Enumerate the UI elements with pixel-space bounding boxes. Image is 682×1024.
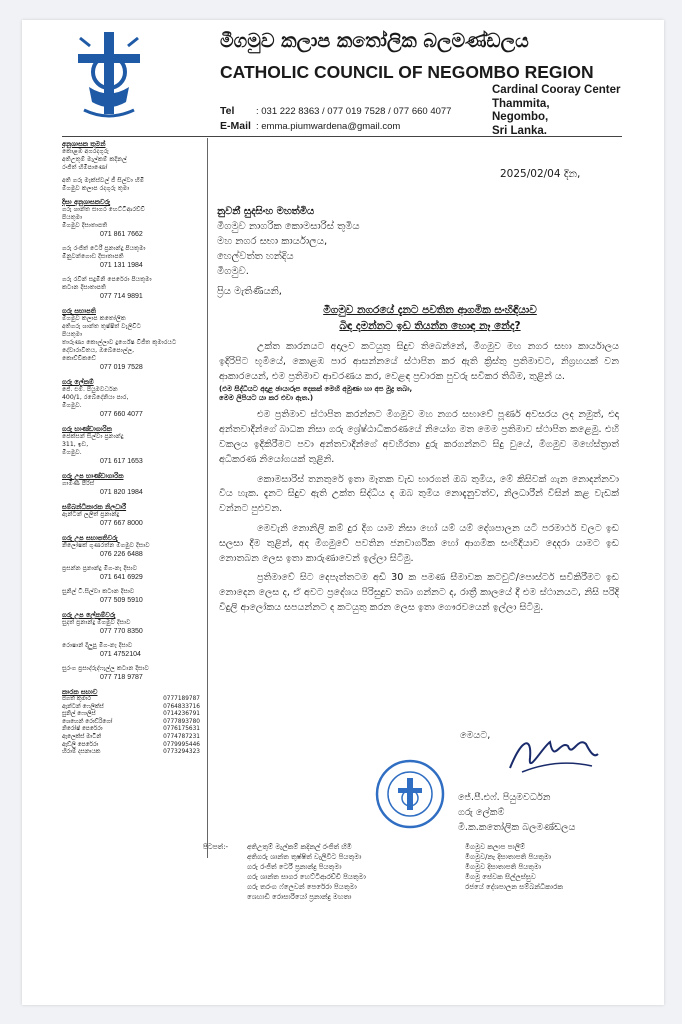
- official-line: මිනුවන්ගොඩ දිසාතාපති: [62, 253, 124, 260]
- subject-line: මීගමුව නගරයේ දැනට පවතින ආගමික සංහිඳියාව: [323, 304, 537, 316]
- official-phone: 071 617 1653: [100, 458, 143, 465]
- official-entry: [62, 177, 204, 193]
- official-line: තාරුණ්‍ය කොල්ලාව දුර්ගේෂ විජීත කුමාරයට: [62, 339, 177, 346]
- official-phone: 071 820 1984: [100, 489, 143, 496]
- official-section-title: ගරු උප ලේකම්වරු: [62, 611, 116, 619]
- committee-member: [62, 734, 204, 742]
- official-entry: [62, 665, 204, 683]
- council-title-english: CATHOLIC COUNCIL OF NEGOMBO REGION: [220, 62, 594, 82]
- official-entry: [62, 534, 204, 560]
- salutation: ප්‍රිය මැතිණියනි,: [217, 286, 282, 297]
- body-paragraph: උක්ත කාරනයට අදාලව කටයුතු සිදුව තිබෙන්නේ, මීගමුව මහ නගර සභා කාර්යාලය ඉදිරිපිට භූමියේ, කොළඹ පාර ආසන්නයේ ස්ථාපිත කර ඇති ක්‍රිස්තු ප්‍රතිමාවට, නිග්‍රහයක් වන ආකාරයෙන්, එම ප්‍රතිමාව ආවරණය කර, වෙළඳ ප්‍රචාරක පුවරු සවිකර තිබීම, තුළින් ය. (එම සිද්ධියට අදාළ ඡායාරූප දෙකක් මෙහි අමුණා හා අප මුද්‍ර තබා, මෙම ලිපියට යා කර එවා ඇත.): [219, 341, 619, 403]
- official-line: මීගමුව කලාප රදගුරු තුමා: [62, 185, 130, 192]
- copy-recipient: ශෙහාඩි රොසාරියෝ ප්‍රනාන්දු මහතා: [247, 893, 352, 901]
- official-line: ඇන්ටන් ලලිත් ප්‍රනාන්දු: [62, 511, 120, 518]
- copy-recipient: මීගමුව/නැ දිසාතාපති පියතුමා: [465, 853, 552, 861]
- official-line: සුනිල් ටී.සිල්වා කටාන දිසාව: [62, 588, 135, 595]
- official-line: මීගමුව කලාප කතෝලික: [62, 315, 126, 322]
- committee-member: [62, 726, 204, 734]
- email-label: E-Mail: [220, 120, 251, 132]
- official-line: අතිගරු ශාන්ත තුෂ්ෂිත් වැලිවිට: [62, 323, 142, 330]
- official-line: 400/1, රබේදේනියා පාර,: [62, 394, 129, 401]
- official-line: ගරු ශාන්ත සාගර හෙට්ටිආරච්චි: [62, 206, 145, 213]
- official-line: දේවාරාවිතය, ඔබේපොල්ල,: [62, 347, 135, 354]
- official-entry: [62, 565, 204, 583]
- official-line: මීගමුව දිසාතාපති: [62, 222, 108, 229]
- official-line: කොළඹ අගරදගුරු: [62, 148, 109, 155]
- member-phone: 0773294323: [163, 749, 200, 756]
- committee-member: [62, 696, 204, 704]
- official-entry: [62, 588, 204, 606]
- official-entry: [62, 198, 204, 240]
- recipient-line: මීගමුව.: [217, 266, 249, 277]
- copy-recipient: ගරු ශාන්ත සාගර හෙට්ටිආරච්චි පියතුමා: [247, 873, 366, 881]
- official-line: මීගමුව.: [62, 449, 82, 456]
- member-name: නිරෝෂ් පෙරේරා: [62, 726, 103, 733]
- member-phone: 0777893780: [163, 718, 200, 725]
- official-line: අති ගරු මැක්ස්වල් ජී සිල්වා හිමි: [62, 177, 145, 184]
- address-line: Negombo,: [492, 111, 549, 123]
- body-paragraph: මෙවැනි නොනිලි කම් දුර දිග යාම නිසා හෝ යම් යම් දේශපාලන යටි පරමාර්ථ වලට ඉඩ සලසා දීම තුළින්, අද මීගමුවේ පවතින ජනවාර්ගික හෝ ආගමික සංහිඳියාව දෙදරා යාමට ඉඩ නොතබන ලෙස ඉතා කාරුණාවෙන් ඉල්ලා සිටිමු.: [219, 522, 619, 564]
- official-line: ගාමිණී පීරිස්: [62, 480, 95, 487]
- officials-sidebar: [62, 140, 204, 757]
- recipient-block: [217, 204, 360, 279]
- committee-member: [62, 749, 204, 757]
- address-line: Cardinal Cooray Center: [492, 84, 621, 96]
- official-phone: 077 019 7528: [100, 364, 143, 371]
- official-line: පියතුමා: [62, 214, 83, 221]
- subject-line: බිඳ දමන්නට ඉඩ තියන්න හොඳ නෑ නේද?: [339, 320, 521, 332]
- official-section-title: ගරු ලේකම්: [62, 378, 94, 386]
- official-line: ප්‍රසන්න ප්‍රනාන්දු මීග-නැ දිසාව: [62, 565, 138, 572]
- official-entry: [62, 140, 204, 172]
- handwritten-signature: [502, 728, 602, 782]
- copies-right-list: [465, 842, 635, 892]
- official-entry: [62, 503, 204, 529]
- member-name: ඇඩ්ලි පෙරේරා: [62, 741, 99, 748]
- official-phone: 077 667 8000: [100, 520, 143, 527]
- recipient-line: මහ නගර සභා කාර්යාලය,: [217, 236, 328, 247]
- official-line: මීගමුව.: [62, 402, 82, 409]
- council-address: [492, 84, 620, 138]
- letter-date: 2025/02/04 දින,: [500, 168, 581, 180]
- official-line: සුදත් ප්‍රනාන්දු මීගමුව දිසාව: [62, 619, 131, 626]
- member-phone: 0779995446: [163, 741, 200, 748]
- copy-recipient: මීගමුව දිසාතාපති පියතුමා: [465, 863, 542, 871]
- official-entry: [62, 276, 204, 302]
- member-name: සුනිල් ෆොලිස්: [62, 711, 96, 718]
- official-phone: 077 660 4077: [100, 411, 143, 418]
- official-phone: 071 641 6929: [100, 574, 143, 581]
- copy-recipient: මීගමුව කලාප පාලිම්: [465, 843, 526, 851]
- letter-body: [219, 340, 619, 621]
- official-entry: [62, 378, 204, 420]
- tel-value: : 031 222 8363 / 077 019 7528 / 077 660 4077: [256, 106, 452, 117]
- official-line: නිලෝෂක් ගුණරත්න මීගමුව දිසාව: [62, 542, 150, 549]
- official-phone: 071 131 1984: [100, 262, 143, 269]
- official-entry: [62, 307, 204, 373]
- member-phone: 0714236791: [163, 711, 200, 718]
- official-entry: [62, 245, 204, 271]
- recipient-line: නුවනී සුදසිංහ මහත්මිය: [217, 206, 315, 217]
- copy-recipient: අතිගරු ශාන්ත තුෂ්ෂිත් වැලිවිට පියතුමා: [247, 853, 362, 861]
- official-line: 311, ඉඩ,: [62, 441, 89, 448]
- official-section-title: ගරු උප භාණ්ඩාගාරික: [62, 472, 124, 480]
- official-line: පියතුමා: [62, 331, 83, 338]
- official-line: කටාන දිසාතාපති: [62, 284, 107, 291]
- member-name: ජගත් කුමාර: [62, 696, 91, 702]
- copies-label: පිටපත්:-: [203, 843, 229, 851]
- official-section-title: දිසා අනුශාසකවරු: [62, 198, 111, 206]
- official-entry: [62, 472, 204, 498]
- committee-member: [62, 711, 204, 719]
- official-line: ජේ. එම්. පියුමවර්ධන: [62, 386, 118, 393]
- copy-recipient: මීගමු සේවක සිල්ලස්සුව: [465, 873, 536, 881]
- official-phone: 076 226 6488: [100, 551, 143, 558]
- signatory-line: ගරු ලේකම්: [458, 807, 505, 818]
- member-name: ශෙහෙන් රොඩ්රිගෝ: [62, 718, 113, 725]
- committee-title: කාරක සභාව: [62, 688, 98, 696]
- copy-recipient: ගරු තරංග ෆ්ලෙවන් පෙරේරා පියතුමා: [247, 883, 357, 891]
- header-divider: [62, 136, 622, 137]
- signatory-block: [458, 790, 575, 835]
- sidebar-divider: [207, 138, 208, 858]
- official-line: රංජිත් හිමිපාණෝ: [62, 164, 108, 171]
- member-phone: 0764833716: [163, 703, 200, 710]
- copy-recipient: ගරු රංජිත් ටෙරී ප්‍රනාන්දු පියතුමා: [247, 863, 342, 871]
- closing: මෙයට,: [460, 730, 491, 741]
- official-entry: [62, 425, 204, 467]
- body-paragraph: කොමසාරිස් තනතුරේ ඉතා මෑතක වැඩ භාරගත් ඔබ තුමිය, මේ කිසිවක් ගැන නොදන්නවා විය හැක. දැනට සිදුව ඇති උක්ත සිද්ධිය ද ඔබ තුමිය නොදැනුවත්ව, නිලධාරීන් විසින් කළ වැඩක් වන්නට පුළුවන.: [219, 473, 619, 515]
- catholic-cross-logo: [74, 32, 144, 118]
- official-phone: 077 770 8350: [100, 628, 143, 635]
- email-value: : emma.piumwardena@gmail.com: [256, 121, 401, 132]
- letter-subject: [260, 302, 600, 334]
- signatory-line: ජේ.පී.එෆ්. පියුමවර්ධන: [458, 792, 551, 803]
- copy-recipient: රජයේ දේශපාලන සම්බන්ධිකාරක: [465, 883, 564, 891]
- body-paragraph: එම ප්‍රතිමාව ස්ථාපිත කරන්නට මීගමුව මහ නගර සභාවේ පූර්ණ අවසරය ලද නමුත්, එදා අන්තවාදීන්ගේ බාධක නිසා ගරු ශ්‍රේෂ්ඨාධිකරණයේ නියෝග මත මෙම ප්‍රතිමාව ස්ථාපිත කළෙමු. එහි වකලය ඉදිකිරීමට පවා අන්තවාදීන්ගේ අවහිරතා දුරු කරගන්නට සිදු වුයේ, මීගමුව මහේස්ත්‍රාත් අධිකරණ නියෝගයක් තුළිනි.: [219, 409, 619, 465]
- official-section-title: අනුශාසක තුමන්: [62, 140, 106, 148]
- official-phone: 077 509 5910: [100, 597, 143, 604]
- member-name: ඇලෙක්ස් මාටින්: [62, 733, 102, 740]
- council-title-sinhala: මීගමුව කලාප කතෝලික බලමණ්ඩලය: [220, 30, 529, 52]
- member-phone: 0774787231: [163, 733, 200, 740]
- official-line: රොෂාන් දිලුපු මීග-නැ දිසාව: [62, 642, 133, 649]
- official-entry: [62, 642, 204, 660]
- member-name: ඇන්ටන් ෆෙලික්ස්: [62, 703, 104, 710]
- official-entry: [62, 611, 204, 637]
- recipient-line: මීගමුව නාගරික කොමසාරිස් තුමිය: [217, 221, 360, 232]
- official-line: ගරු රංජිත් ටෙරී ප්‍රනාන්දු පියතුමා: [62, 245, 146, 252]
- letter-page: [22, 20, 664, 1005]
- copies-left-list: [247, 842, 447, 902]
- address-line: Thammita,: [492, 97, 550, 110]
- official-phone: 071 4752104: [100, 651, 141, 658]
- official-line: අතිඋතුම් මැල්කම් කදිනල්: [62, 156, 127, 163]
- tel-label: Tel: [220, 105, 235, 117]
- official-phone: 071 861 7662: [100, 231, 143, 238]
- copy-recipient: අතිඋතුම් මැල්කම් කදිනල් රංජිත් හිමි: [247, 843, 352, 851]
- official-stamp: [374, 758, 446, 830]
- signatory-line: මී.ක.කතෝලික බලමණ්ඩලය: [458, 822, 576, 833]
- official-line: ගරු රවීන් සදුමිනි පෙරේරා පියතුමා: [62, 276, 152, 283]
- official-section-title: ගරු භාණ්ඩාගාරික: [62, 425, 112, 433]
- official-phone: 077 714 9891: [100, 293, 143, 300]
- recipient-line: හෙල්වත්ත හන්දිය: [217, 251, 294, 262]
- official-line: ජෙක්සන් සිල්වා ප්‍රනාන්දු: [62, 433, 124, 440]
- official-line: කොච්චිකඩේ: [62, 355, 96, 362]
- attachment-note: (එම සිද්ධියට අදාළ ඡායාරූප දෙකක් මෙහි අමුණා හා අප මුද්‍ර තබා, මෙම ලිපියට යා කර එවා ඇත.): [219, 385, 413, 403]
- official-section-title: සම්බන්ධීකාරක නිලධාරී: [62, 503, 127, 511]
- official-section-title: ගරු උප සභාපතිවරු: [62, 534, 118, 542]
- contact-info: [220, 104, 451, 134]
- member-phone: 0777189787: [163, 696, 200, 702]
- address-line: Sri Lanka.: [492, 124, 547, 137]
- official-line: සුරංග ප්‍රසාද්රුද්ෆැල්ල කටාන දිසාව: [62, 665, 149, 672]
- member-name: හිරාම් දසනායක: [62, 749, 101, 756]
- official-section-title: ගරු සභාපති: [62, 307, 96, 315]
- official-phone: 077 718 9787: [100, 674, 143, 681]
- member-phone: 0776175631: [163, 726, 200, 733]
- body-paragraph: ප්‍රතිමාවේ සිට දෙපැත්තටම අඩි 30 ක පමණ සීමාවක කටවුට්/පොස්ටර් සවිකිරීමට ඉඩ නොදෙන ලෙස ද, ඒ අවට ප්‍රදේශය පිරිසුදුව තබා ගන්නට ද, රාත්‍රී කාලයේ දී එම ස්ථානයට, නිසි පරිදි විදුලි ආලෝකය සපයන්නට ද කටයුතු කරන ලෙස ඉතා ගෞරවයෙන් ඉල්ලා සිටිමු.: [219, 572, 619, 613]
